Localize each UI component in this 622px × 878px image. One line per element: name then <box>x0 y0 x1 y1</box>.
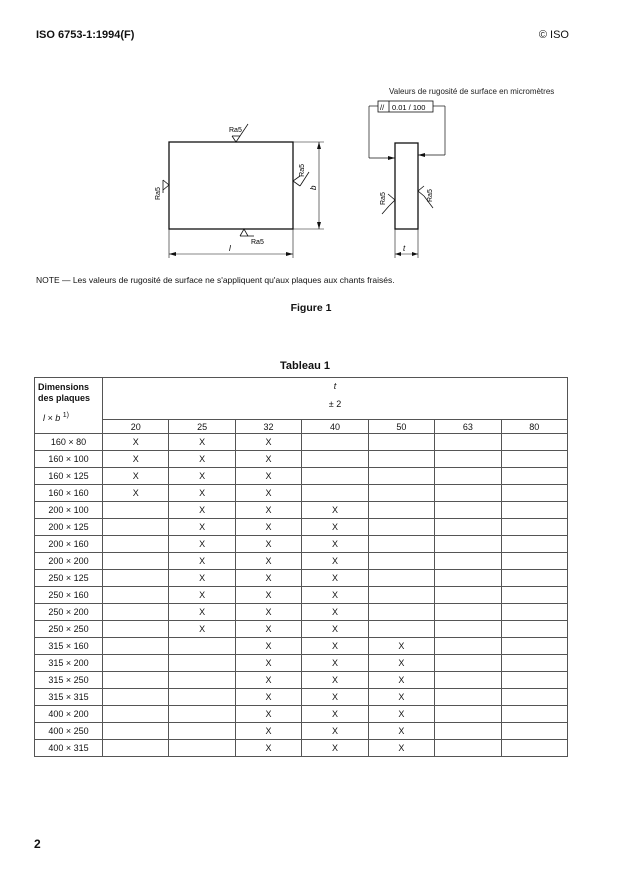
thickness-symbol: t <box>333 381 337 391</box>
table-header-row <box>35 378 568 420</box>
copyright-mark: © ISO <box>538 29 569 41</box>
parallel-symbol-icon: // <box>380 103 385 112</box>
availability-cell <box>368 536 434 553</box>
availability-cell <box>103 655 169 672</box>
availability-cell <box>501 604 567 621</box>
availability-cell <box>368 519 434 536</box>
availability-cell <box>368 451 434 468</box>
availability-cell <box>169 723 235 740</box>
availability-cell <box>501 519 567 536</box>
roughness-symbol-right <box>293 164 309 186</box>
availability-cell <box>302 485 368 502</box>
availability-cell <box>169 638 235 655</box>
availability-cell: X <box>169 553 235 570</box>
availability-cell: X <box>235 485 301 502</box>
availability-cell: X <box>103 485 169 502</box>
availability-cell: X <box>235 638 301 655</box>
availability-cell <box>435 451 501 468</box>
availability-cell: X <box>235 468 301 485</box>
thickness-values-row <box>35 420 568 434</box>
availability-cell: X <box>103 451 169 468</box>
availability-cell <box>169 655 235 672</box>
plate-dimension-cell: 315 × 250 <box>35 672 103 689</box>
availability-cell <box>501 638 567 655</box>
availability-cell: X <box>235 519 301 536</box>
roughness-symbol-side-left <box>380 192 395 214</box>
roughness-label-left: Ra5 <box>155 187 162 200</box>
availability-cell: X <box>302 672 368 689</box>
availability-cell: X <box>302 723 368 740</box>
availability-cell <box>501 621 567 638</box>
plate-dimension-cell: 250 × 160 <box>35 587 103 604</box>
availability-cell: X <box>235 570 301 587</box>
availability-cell <box>368 604 434 621</box>
standard-reference: ISO 6753-1:1994(F) <box>36 29 135 41</box>
availability-cell: X <box>302 689 368 706</box>
availability-cell <box>435 434 501 451</box>
table-row <box>35 621 568 638</box>
page-number: 2 <box>34 837 41 851</box>
availability-cell: X <box>368 638 434 655</box>
availability-cell <box>169 672 235 689</box>
availability-cell <box>435 740 501 757</box>
availability-cell: X <box>235 451 301 468</box>
availability-cell: X <box>235 536 301 553</box>
availability-cell: X <box>169 519 235 536</box>
availability-cell: X <box>169 451 235 468</box>
availability-cell: X <box>235 740 301 757</box>
thickness-header-cell <box>103 378 568 420</box>
availability-cell: X <box>302 502 368 519</box>
availability-cell: X <box>169 621 235 638</box>
availability-cell <box>302 451 368 468</box>
availability-cell <box>501 434 567 451</box>
table-row <box>35 570 568 587</box>
availability-cell: X <box>169 434 235 451</box>
availability-cell: X <box>302 740 368 757</box>
figure-caption: Figure 1 <box>290 302 332 314</box>
availability-cell <box>103 689 169 706</box>
table-row <box>35 434 568 451</box>
availability-cell <box>435 553 501 570</box>
tolerance-value: 0.01 / 100 <box>392 103 426 112</box>
dim-l-label: l <box>229 244 231 253</box>
availability-cell: X <box>103 434 169 451</box>
availability-cell <box>435 706 501 723</box>
thickness-col-header: 25 <box>169 420 235 434</box>
footnote-ref: 1) <box>62 412 70 419</box>
availability-cell <box>435 587 501 604</box>
plate-dimension-cell: 400 × 200 <box>35 706 103 723</box>
roughness-label-right: Ra5 <box>299 164 306 177</box>
availability-cell <box>435 468 501 485</box>
table-row <box>35 502 568 519</box>
availability-cell: X <box>368 740 434 757</box>
availability-cell <box>169 740 235 757</box>
availability-cell <box>169 706 235 723</box>
table-row <box>35 451 568 468</box>
dimensions-header-cell <box>35 378 103 434</box>
availability-cell: X <box>235 604 301 621</box>
availability-cell <box>103 587 169 604</box>
availability-cell <box>501 706 567 723</box>
plate-dimension-cell: 160 × 100 <box>35 451 103 468</box>
availability-cell <box>103 553 169 570</box>
availability-cell <box>501 587 567 604</box>
parallelism-tolerance-frame <box>369 101 445 160</box>
plate-dimension-cell: 200 × 160 <box>35 536 103 553</box>
availability-cell: X <box>169 485 235 502</box>
availability-cell: X <box>302 553 368 570</box>
availability-cell: X <box>169 587 235 604</box>
thickness-col-header: 50 <box>368 420 434 434</box>
availability-cell <box>435 723 501 740</box>
dimension-l <box>169 229 293 258</box>
table-row <box>35 638 568 655</box>
availability-cell <box>103 706 169 723</box>
figure-note: NOTE — Les valeurs de rugosité de surface ne s'appliquent qu'aux plaques aux chants fraisés. <box>36 275 395 285</box>
dim-header-formula <box>38 410 99 424</box>
availability-cell <box>435 672 501 689</box>
availability-cell <box>302 434 368 451</box>
availability-cell: X <box>368 689 434 706</box>
dimension-b <box>293 142 324 229</box>
dimensions-table <box>34 377 568 757</box>
roughness-symbol-top <box>229 124 248 142</box>
thickness-col-header: 20 <box>103 420 169 434</box>
thickness-col-header: 32 <box>235 420 301 434</box>
availability-cell <box>368 587 434 604</box>
availability-cell: X <box>169 604 235 621</box>
thickness-col-header: 80 <box>501 420 567 434</box>
plate-dimension-cell: 160 × 80 <box>35 434 103 451</box>
availability-cell <box>435 502 501 519</box>
plate-dimension-cell: 315 × 160 <box>35 638 103 655</box>
availability-cell <box>435 485 501 502</box>
figure-1-drawing <box>0 0 622 270</box>
availability-cell <box>302 468 368 485</box>
availability-cell <box>501 740 567 757</box>
plate-dimension-cell: 160 × 125 <box>35 468 103 485</box>
availability-cell <box>435 655 501 672</box>
availability-cell <box>501 570 567 587</box>
availability-cell: X <box>235 689 301 706</box>
table-row <box>35 740 568 757</box>
availability-cell: X <box>235 553 301 570</box>
availability-cell <box>368 621 434 638</box>
availability-cell: X <box>302 621 368 638</box>
availability-cell <box>103 723 169 740</box>
plate-dimension-cell: 200 × 125 <box>35 519 103 536</box>
availability-cell <box>501 502 567 519</box>
plate-dimension-cell: 315 × 200 <box>35 655 103 672</box>
availability-cell <box>103 502 169 519</box>
availability-cell <box>501 553 567 570</box>
availability-cell: X <box>103 468 169 485</box>
availability-cell <box>435 604 501 621</box>
table-row <box>35 672 568 689</box>
availability-cell: X <box>169 502 235 519</box>
thickness-col-header: 63 <box>435 420 501 434</box>
dim-header-line1: Dimensions <box>38 382 90 392</box>
availability-cell <box>501 672 567 689</box>
availability-cell <box>435 519 501 536</box>
plate-dimension-cell: 400 × 315 <box>35 740 103 757</box>
availability-cell <box>435 621 501 638</box>
availability-cell: X <box>368 723 434 740</box>
availability-cell <box>103 740 169 757</box>
dim-t-label: t <box>403 244 406 253</box>
availability-cell: X <box>302 706 368 723</box>
dimension-t <box>395 229 418 258</box>
roughness-label-side-left: Ra5 <box>380 192 387 205</box>
table-row <box>35 604 568 621</box>
dim-formula-text: l × b <box>43 413 61 423</box>
table-caption: Tableau 1 <box>280 360 330 372</box>
table-row <box>35 553 568 570</box>
units-note: Valeurs de rugosité de surface en micromètres <box>389 87 555 96</box>
availability-cell: X <box>302 604 368 621</box>
availability-cell <box>501 723 567 740</box>
plate-dimension-cell: 160 × 160 <box>35 485 103 502</box>
availability-cell: X <box>368 706 434 723</box>
dim-b-label: b <box>309 185 318 190</box>
availability-cell <box>103 621 169 638</box>
availability-cell: X <box>302 638 368 655</box>
table-row <box>35 587 568 604</box>
plate-dimension-cell: 200 × 100 <box>35 502 103 519</box>
availability-cell <box>103 638 169 655</box>
availability-cell <box>103 536 169 553</box>
availability-cell <box>368 553 434 570</box>
roughness-symbol-left <box>155 180 169 200</box>
roughness-label-top: Ra5 <box>229 127 242 134</box>
roughness-label-side-right: Ra5 <box>427 189 434 202</box>
availability-cell: X <box>302 519 368 536</box>
table-row <box>35 689 568 706</box>
plate-dimension-cell: 250 × 200 <box>35 604 103 621</box>
dim-header-line2: des plaques <box>38 393 91 403</box>
availability-cell <box>103 519 169 536</box>
availability-cell: X <box>235 706 301 723</box>
availability-cell: X <box>302 587 368 604</box>
availability-cell: X <box>368 655 434 672</box>
availability-cell <box>435 536 501 553</box>
plate-main-view <box>169 142 293 229</box>
availability-cell <box>501 689 567 706</box>
table-row <box>35 485 568 502</box>
table-row <box>35 468 568 485</box>
availability-cell: X <box>235 502 301 519</box>
availability-cell <box>501 485 567 502</box>
availability-cell <box>368 434 434 451</box>
availability-cell <box>435 638 501 655</box>
availability-cell <box>435 689 501 706</box>
availability-cell: X <box>302 570 368 587</box>
availability-cell <box>501 451 567 468</box>
plate-dimension-cell: 200 × 200 <box>35 553 103 570</box>
availability-cell <box>368 485 434 502</box>
availability-cell <box>103 672 169 689</box>
availability-cell <box>368 502 434 519</box>
availability-cell <box>435 570 501 587</box>
table-row <box>35 536 568 553</box>
availability-cell <box>169 689 235 706</box>
availability-cell: X <box>235 655 301 672</box>
availability-cell: X <box>169 468 235 485</box>
availability-cell <box>103 570 169 587</box>
availability-cell: X <box>169 536 235 553</box>
availability-cell: X <box>235 723 301 740</box>
availability-cell: X <box>235 587 301 604</box>
table-row <box>35 519 568 536</box>
table-row <box>35 723 568 740</box>
availability-cell: X <box>235 672 301 689</box>
availability-cell: X <box>235 621 301 638</box>
plate-dimension-cell: 315 × 315 <box>35 689 103 706</box>
plate-side-view <box>395 143 418 229</box>
availability-cell <box>103 604 169 621</box>
availability-cell: X <box>302 536 368 553</box>
availability-cell: X <box>302 655 368 672</box>
availability-cell: X <box>235 434 301 451</box>
availability-cell <box>368 468 434 485</box>
availability-cell <box>501 536 567 553</box>
availability-cell: X <box>169 570 235 587</box>
plate-dimension-cell: 250 × 250 <box>35 621 103 638</box>
availability-cell <box>501 468 567 485</box>
thickness-tolerance: ± 2 <box>328 399 342 409</box>
availability-cell <box>501 655 567 672</box>
plate-dimension-cell: 400 × 250 <box>35 723 103 740</box>
table-row <box>35 706 568 723</box>
roughness-label-bottom: Ra5 <box>251 239 264 246</box>
availability-cell <box>368 570 434 587</box>
table-row <box>35 655 568 672</box>
roughness-symbol-bottom <box>240 229 264 246</box>
plate-dimension-cell: 250 × 125 <box>35 570 103 587</box>
availability-cell: X <box>368 672 434 689</box>
roughness-symbol-side-right <box>418 186 434 208</box>
thickness-col-header: 40 <box>302 420 368 434</box>
